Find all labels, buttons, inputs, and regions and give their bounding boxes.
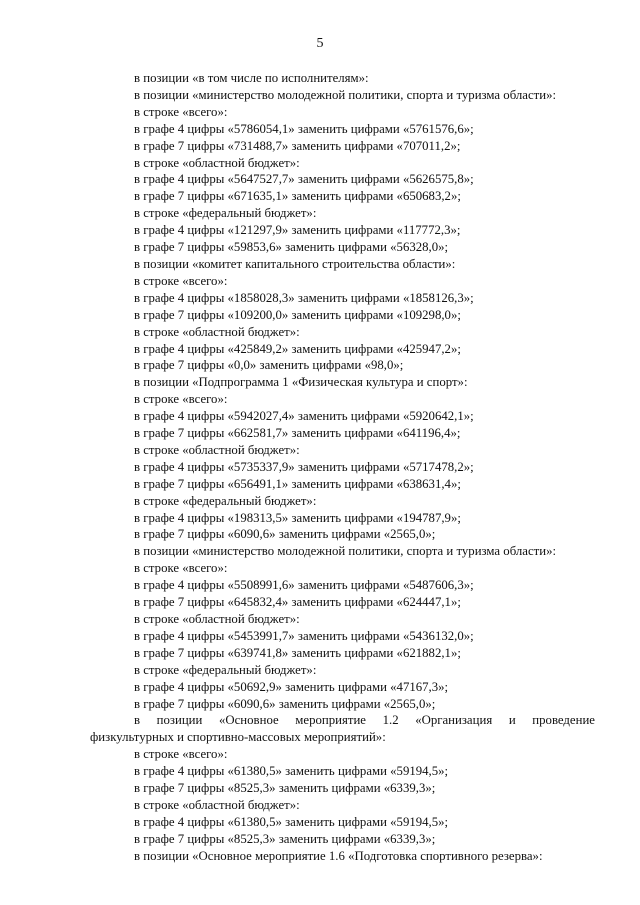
text-line: в строке «федеральный бюджет»: — [134, 206, 317, 221]
text-line: в графе 7 цифры «731488,7» заменить цифрами «707011,2»; — [134, 138, 461, 153]
text-line: в графе 4 цифры «1858028,3» заменить цифрами «1858126,3»; — [134, 290, 474, 305]
text-line: в позиции «министерство молодежной политики, спорта и туризма области»: — [134, 87, 557, 102]
text-line: в позиции «Основное мероприятие 1.6 «Подготовка спортивного резерва»: — [134, 848, 543, 863]
text-line: в графе 4 цифры «5786054,1» заменить цифрами «5761576,6»; — [134, 121, 474, 136]
page-number: 5 — [316, 36, 324, 51]
text-line: в графе 7 цифры «8525,3» заменить цифрами «6339,3»; — [134, 781, 436, 796]
text-line: в графе 4 цифры «50692,9» заменить цифрами «47167,3»; — [134, 679, 449, 694]
text-line: в графе 4 цифры «5647527,7» заменить цифрами «5626575,8»; — [134, 172, 474, 187]
text-line: в строке «областной бюджет»: — [134, 797, 300, 812]
text-line: в строке «всего»: — [134, 747, 228, 762]
text-line: в строке «всего»: — [134, 104, 228, 119]
text-line: в графе 4 цифры «121297,9» заменить цифрами «117772,3»; — [134, 223, 461, 238]
text-line: в графе 7 цифры «639741,8» заменить цифрами «621882,1»; — [134, 645, 461, 660]
text-line: в графе 4 цифры «5735337,9» заменить цифрами «5717478,2»; — [134, 459, 474, 474]
text-line: в графе 7 цифры «656491,1» заменить цифрами «638631,4»; — [134, 476, 461, 491]
text-line: в графе 4 цифры «5453991,7» заменить цифрами «5436132,0»; — [134, 628, 474, 643]
text-line: в позиции «в том числе по исполнителям»: — [134, 71, 369, 85]
text-line: в строке «областной бюджет»: — [134, 442, 300, 457]
text-line: в позиции «комитет капитального строительства области»: — [134, 256, 456, 271]
text-line: в графе 7 цифры «6090,6» заменить цифрами «2565,0»; — [134, 527, 436, 542]
text-line: в строке «федеральный бюджет»: — [134, 662, 317, 677]
text-line: в строке «всего»: — [134, 392, 228, 407]
text-line: в графе 7 цифры «6090,6» заменить цифрами «2565,0»; — [134, 696, 436, 711]
text-line: в графе 7 цифры «59853,6» заменить цифрами «56328,0»; — [134, 240, 449, 255]
text-line: в графе 4 цифры «5508991,6» заменить цифрами «5487606,3»; — [134, 578, 474, 593]
text-line: в строке «областной бюджет»: — [134, 155, 300, 170]
text-line: в графе 7 цифры «645832,4» заменить цифрами «624447,1»; — [134, 595, 461, 610]
text-line: в строке «федеральный бюджет»: — [134, 493, 317, 508]
text-line: в позиции «Подпрограмма 1 «Физическая культура и спорт»: — [134, 375, 468, 390]
text-line: в строке «всего»: — [134, 273, 228, 288]
text-line: в графе 4 цифры «61380,5» заменить цифрами «59194,5»; — [134, 814, 449, 829]
text-line: в графе 7 цифры «662581,7» заменить цифрами «641196,4»; — [134, 426, 461, 441]
paragraph-continuation-line: физкультурных и спортивно-массовых мероприятий»: — [90, 730, 386, 745]
paragraph-first-line: в позиции «Основное мероприятие 1.2 «Организация и проведение — [134, 713, 595, 728]
document-body — [90, 70, 595, 865]
text-line: в графе 4 цифры «61380,5» заменить цифрами «59194,5»; — [134, 764, 449, 779]
text-line: в графе 4 цифры «198313,5» заменить цифрами «194787,9»; — [134, 510, 461, 525]
text-line: в графе 7 цифры «8525,3» заменить цифрами «6339,3»; — [134, 831, 436, 846]
text-line: в графе 7 цифры «671635,1» заменить цифрами «650683,2»; — [134, 189, 461, 204]
text-line: в графе 4 цифры «5942027,4» заменить цифрами «5920642,1»; — [134, 409, 474, 424]
amendment-lines — [90, 70, 595, 712]
text-line: в графе 7 цифры «0,0» заменить цифрами «98,0»; — [134, 358, 404, 373]
text-line: в графе 4 цифры «425849,2» заменить цифрами «425947,2»; — [134, 341, 461, 356]
text-line: в строке «областной бюджет»: — [134, 324, 300, 339]
text-line: в строке «всего»: — [134, 561, 228, 576]
text-line: в строке «областной бюджет»: — [134, 612, 300, 626]
text-line: в позиции «министерство молодежной политики, спорта и туризма области»: — [134, 544, 557, 559]
amendment-lines-after — [90, 746, 595, 864]
text-line: в графе 7 цифры «109200,0» заменить цифрами «109298,0»; — [134, 307, 461, 322]
